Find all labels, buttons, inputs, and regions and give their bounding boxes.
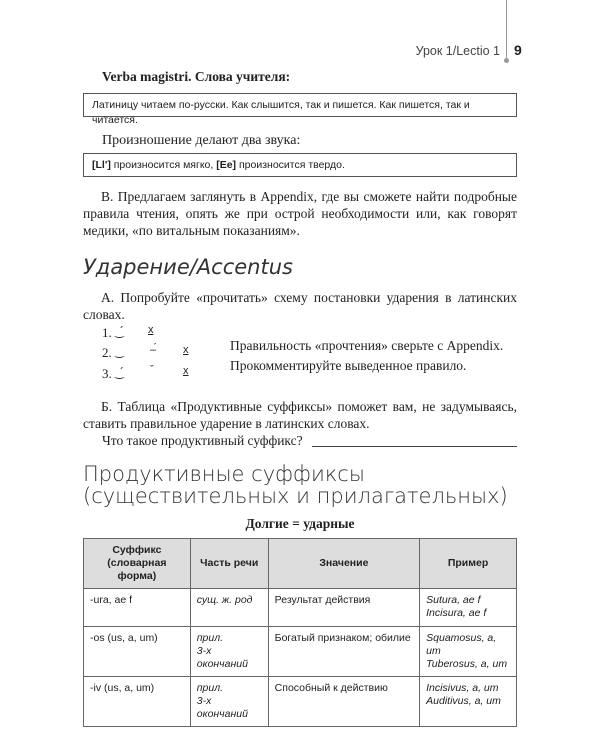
cell-example (420, 589, 517, 627)
example: Squamosus, a, um (426, 632, 497, 657)
col-header: Пример (420, 539, 517, 589)
cell-suffix: -iv (us, a, um) (84, 677, 191, 727)
suffix-heading-1: Продуктивные суффиксы (83, 462, 365, 486)
schema-num: 3. (102, 366, 112, 381)
col-header: Часть речи (190, 539, 268, 589)
accent-heading: Ударение/Accentus (83, 255, 293, 279)
example: Auditivus, a, um (426, 695, 501, 707)
question: Что такое продуктивный суффикс? (102, 433, 303, 448)
syllable-mark: x (183, 365, 189, 377)
example: Incisura, ae f (426, 607, 487, 619)
table-caption: Долгие = ударные (245, 516, 355, 531)
syllable-mark: ˇ (150, 364, 154, 376)
col-header: Значение (268, 539, 419, 589)
example: Incisivus, a, um (426, 682, 499, 694)
paragraph-b: В. Предлагаем заглянуть в Appendix, где вы сможете найти подробные правила чтения, опять же при острой необходимости или, как говорят медики, «по витальным показаниям». (83, 189, 517, 238)
syllable-mark: ‿́ (115, 367, 124, 379)
quote-box-2 (83, 153, 517, 177)
syllable-mark: –́ (150, 344, 157, 356)
header-dot (504, 58, 509, 63)
example: Tuberosus, a, um (426, 658, 508, 670)
pronunciation-intro: Произношение делают два звука: (102, 133, 301, 148)
pos-line: прил. (196, 632, 224, 644)
quote-box-1: Латиницу читаем по-русски. Как слышится, так и пишется. Как пишется, так и читается. (83, 93, 517, 117)
running-title: Урок 1/Lectio 1 (415, 44, 500, 58)
schema-num: 2. (102, 345, 112, 360)
header-divider (506, 0, 507, 60)
cell-suffix: -ura, ae f (84, 589, 191, 627)
paragraph-a: А. Попробуйте «прочитать» схему постановки ударения в латинских словах. (83, 290, 517, 322)
syllable-mark: ‿ (115, 346, 124, 358)
schema-note-1: Правильность «прочтения» сверьте с Appendix. (230, 338, 504, 353)
cell-pos (190, 627, 268, 677)
cell-meaning: Результат действия (268, 589, 419, 627)
suffix-table (83, 538, 517, 727)
col-header: Суффикс (словарная форма) (84, 539, 191, 589)
table-row (84, 677, 517, 727)
table-row (84, 589, 517, 627)
example: Sutura, ae f (426, 594, 481, 606)
syllable-mark: x (148, 324, 154, 336)
pos-line: прил. (196, 682, 224, 694)
paragraph-b2: Б. Таблица «Продуктивные суффиксы» поможет вам, не задумываясь, ставить правильное ударение в латинских словах. (83, 399, 517, 431)
cell-suffix: -os (us, a, um) (84, 627, 191, 677)
cell-pos (190, 677, 268, 727)
table-row (84, 627, 517, 677)
pos-line: 3-х окончаний (196, 695, 248, 720)
pos-line: 3-х окончаний (196, 645, 248, 670)
box2-text-end: произносится твердо. (236, 159, 345, 171)
syllable-mark: ‿́ (115, 326, 124, 338)
cell-meaning: Способный к действию (268, 677, 419, 727)
box2-text: произносится мягко, (110, 159, 217, 171)
page-number: 9 (514, 42, 522, 58)
table-header-row (84, 539, 517, 589)
letter-e: [Ee] (216, 159, 237, 171)
pos-line: сущ. ж. род (196, 594, 253, 606)
cell-meaning: Богатый признаком; обилие (268, 627, 419, 677)
suffix-heading-2: (существительных и прилагательных) (83, 484, 508, 508)
letter-l: [Ll'] (92, 159, 111, 171)
cell-example (420, 627, 517, 677)
verba-title: Verba magistri. Слова учителя: (102, 69, 291, 84)
answer-line[interactable] (312, 446, 517, 447)
schema-note-2: Прокомментируйте выведенное правило. (230, 358, 467, 373)
schema-num: 1. (102, 325, 112, 340)
syllable-mark: x (183, 344, 189, 356)
cell-example (420, 677, 517, 727)
cell-pos (190, 589, 268, 627)
